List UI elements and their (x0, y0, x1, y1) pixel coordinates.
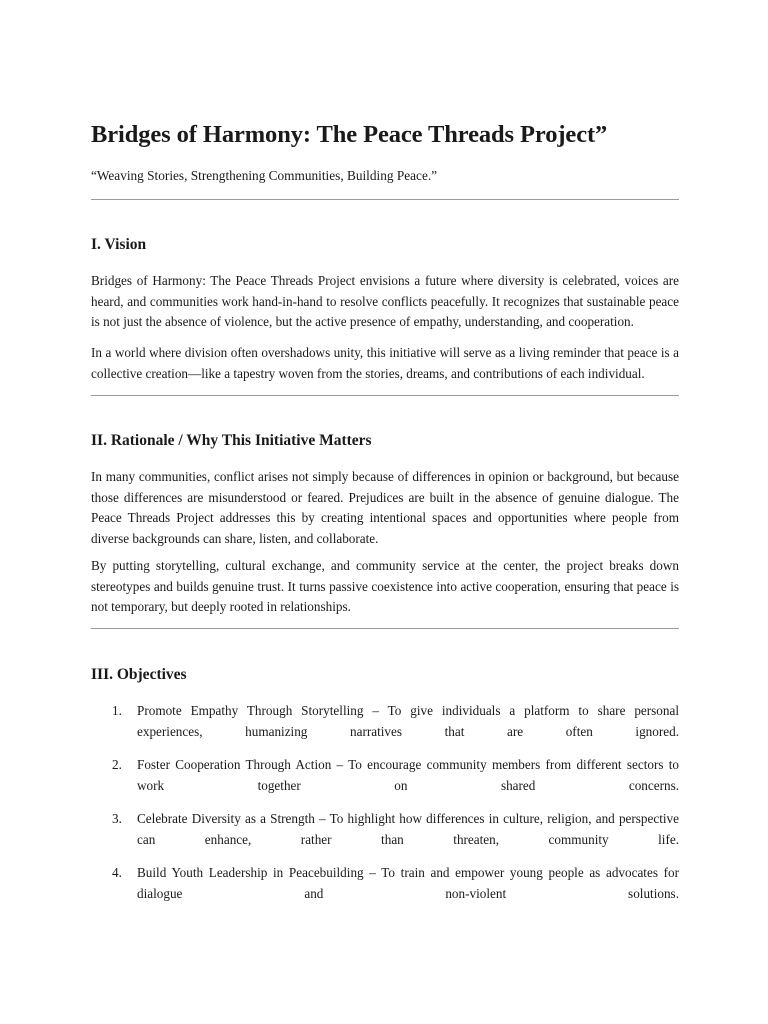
list-item-text: Celebrate Diversity as a Strength – To highlight how differences in culture, religion, and perspective can enhance, rather than threaten, community life. (137, 811, 679, 847)
list-item-number: 4. (112, 865, 122, 880)
list-item (91, 809, 679, 850)
vision-paragraph: Bridges of Harmony: The Peace Threads Project envisions a future where diversity is celebrated, voices are heard, and communities work hand-in-hand to resolve conflicts peacefully. It recognizes that sustainable peace is not just the absence of violence, but the active presence of empathy, understanding, and cooperation. (91, 273, 679, 329)
divider (91, 199, 679, 200)
divider (91, 628, 679, 629)
list-item-text: Foster Cooperation Through Action – To encourage community members from different sectors to work together on shared concerns. (137, 757, 679, 793)
objectives-list (91, 701, 679, 917)
section-heading-rationale: II. Rationale / Why This Initiative Matters (91, 432, 372, 449)
section-heading-vision: I. Vision (91, 236, 147, 253)
document-tagline: “Weaving Stories, Strengthening Communities, Building Peace.” (91, 168, 438, 183)
list-item (91, 863, 679, 904)
list-item-text: Promote Empathy Through Storytelling – To give individuals a platform to share personal experiences, humanizing narratives that are often ignored. (137, 703, 679, 739)
list-item (91, 701, 679, 742)
section-heading-objectives: III. Objectives (91, 666, 187, 683)
list-item-number: 2. (112, 757, 122, 772)
rationale-paragraph: By putting storytelling, cultural exchange, and community service at the center, the project breaks down stereotypes and builds genuine trust. It turns passive coexistence into active cooperation, ensuring that peace is not temporary, but deeply rooted in relationships. (91, 558, 679, 614)
divider (91, 395, 679, 396)
list-item-number: 3. (112, 811, 122, 826)
list-item-number: 1. (112, 703, 122, 718)
document-title: Bridges of Harmony: The Peace Threads Project” (91, 121, 608, 148)
rationale-paragraph: In many communities, conflict arises not simply because of differences in opinion or background, but because those differences are misunderstood or feared. Prejudices are built in the absence of genuine dialogue. The Peace Threads Project addresses this by creating intentional spaces and opportunities where people from diverse backgrounds can share, listen, and collaborate. (91, 469, 679, 546)
list-item (91, 755, 679, 796)
list-item-text: Build Youth Leadership in Peacebuilding – To train and empower young people as advocates for dialogue and non-violent solutions. (137, 865, 679, 901)
vision-paragraph: In a world where division often overshadows unity, this initiative will serve as a living reminder that peace is a collective creation—like a tapestry woven from the stories, dreams, and contributions of each individual. (91, 345, 679, 381)
